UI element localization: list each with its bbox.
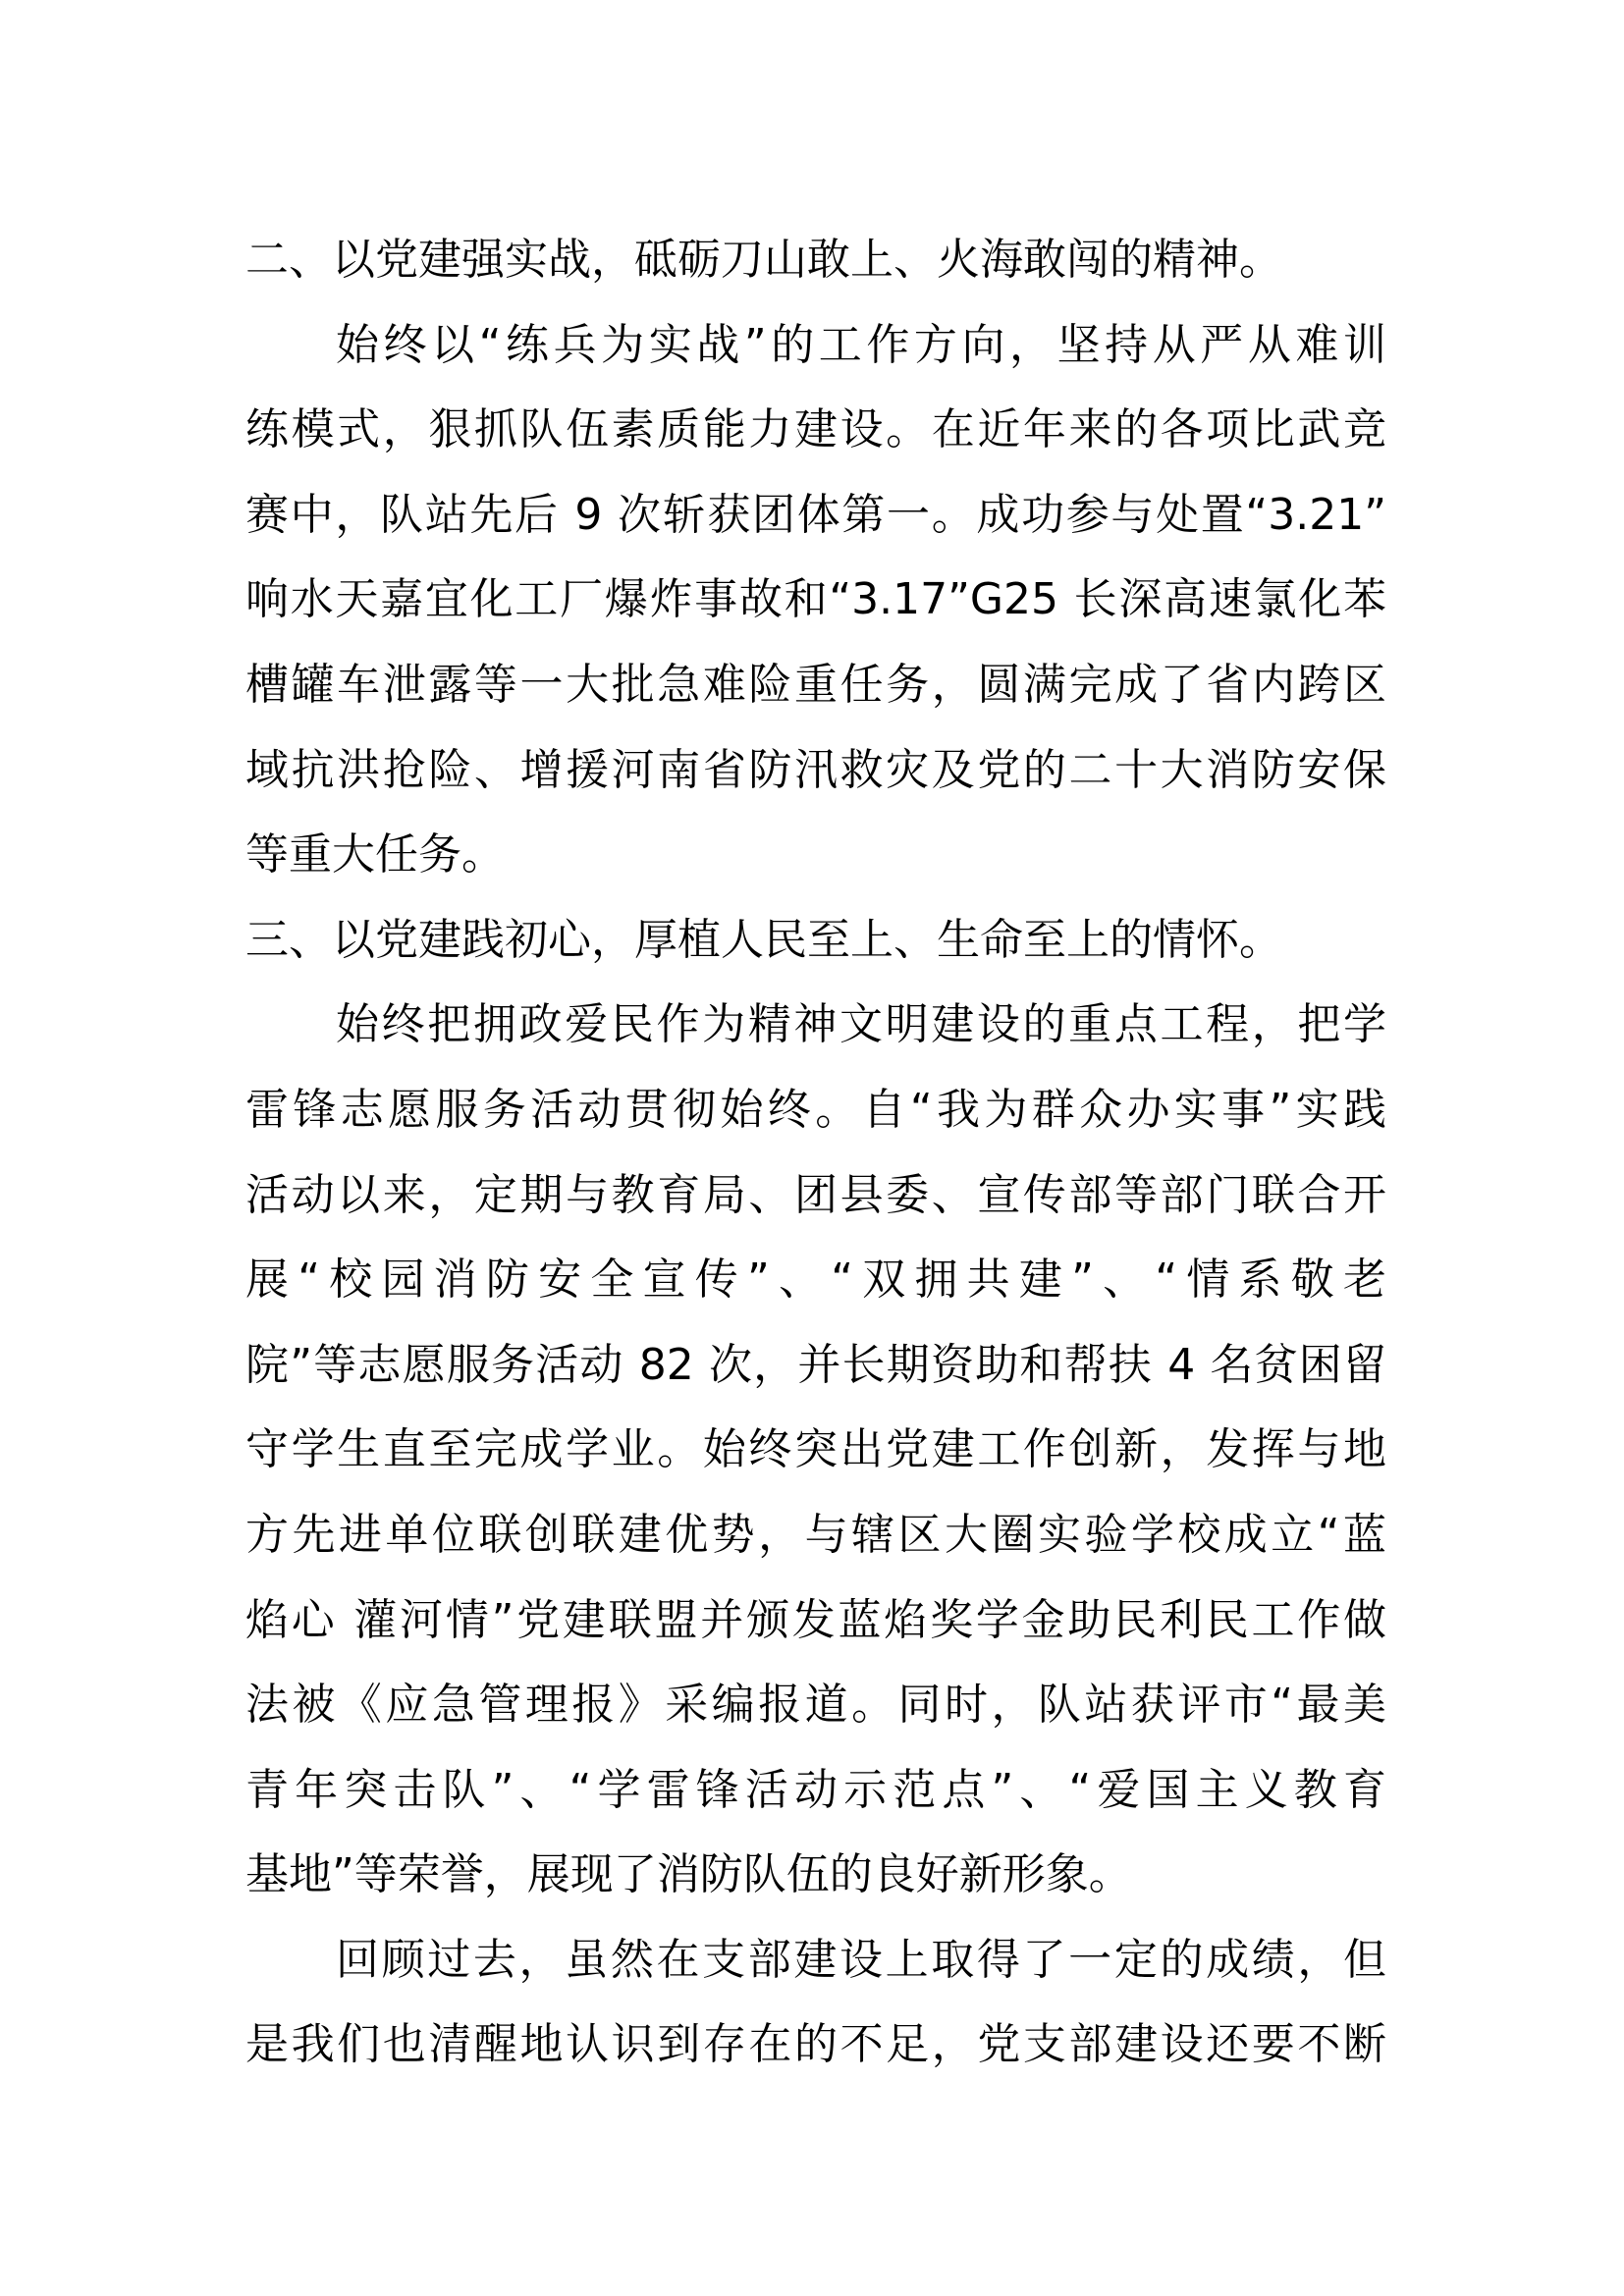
paragraph-line: 焰心 灌河情”党建联盟并颁发蓝焰奖学金助民利民工作做 — [245, 1594, 1386, 1645]
paragraph-line: 基地”等荣誉，展现了消防队伍的良好新形象。 — [245, 1849, 1132, 1900]
section-heading-2: 二、以党建强实战，砥砺刀山敢上、火海敢闯的精神。 — [245, 235, 1282, 285]
paragraph-line: 活动以来，定期与教育局、团县委、宣传部等部门联合开 — [245, 1169, 1386, 1220]
paragraph-line: 展“校园消防安全宣传”、“双拥共建”、“情系敬老 — [245, 1255, 1386, 1306]
document-page — [245, 218, 1386, 2088]
paragraph-line: 方先进单位联创联建优势，与辖区大圈实验学校成立“蓝 — [245, 1509, 1386, 1560]
paragraph-line: 始终把拥政爱民作为精神文明建设的重点工程，把学 — [336, 999, 1386, 1050]
paragraph-line: 回顾过去，虽然在支部建设上取得了一定的成绩，但 — [336, 1934, 1386, 1985]
paragraph-line: 等重大任务。 — [245, 829, 505, 881]
paragraph-line: 院”等志愿服务活动 82 次，并长期资助和帮扶 4 名贫困留 — [245, 1339, 1386, 1390]
paragraph-line: 始终以“练兵为实战”的工作方向，坚持从严从难训 — [336, 319, 1386, 370]
paragraph-line: 槽罐车泄露等一大批急难险重任务，圆满完成了省内跨区 — [245, 659, 1386, 710]
paragraph-line: 域抗洪抢险、增援河南省防汛救灾及党的二十大消防安保 — [245, 744, 1386, 795]
paragraph-line: 响水天嘉宜化工厂爆炸事故和“3.17”G25 长深高速氯化苯 — [245, 574, 1386, 625]
paragraph-line: 青年突击队”、“学雷锋活动示范点”、“爱国主义教育 — [245, 1764, 1386, 1815]
paragraph-line: 法被《应急管理报》采编报道。同时，队站获评市“最美 — [245, 1680, 1386, 1731]
paragraph-line: 赛中，队站先后 9 次斩获团体第一。成功参与处置“3.21” — [245, 489, 1386, 540]
section-heading-3: 三、以党建践初心，厚植人民至上、生命至上的情怀。 — [245, 914, 1282, 965]
paragraph-line: 守学生直至完成学业。始终突出党建工作创新，发挥与地 — [245, 1424, 1386, 1475]
paragraph-line: 练模式，狠抓队伍素质能力建设。在近年来的各项比武竞 — [245, 404, 1386, 455]
paragraph-line: 是我们也清醒地认识到存在的不足，党支部建设还要不断 — [245, 2019, 1386, 2070]
paragraph-line: 雷锋志愿服务活动贯彻始终。自“我为群众办实事”实践 — [245, 1084, 1386, 1135]
